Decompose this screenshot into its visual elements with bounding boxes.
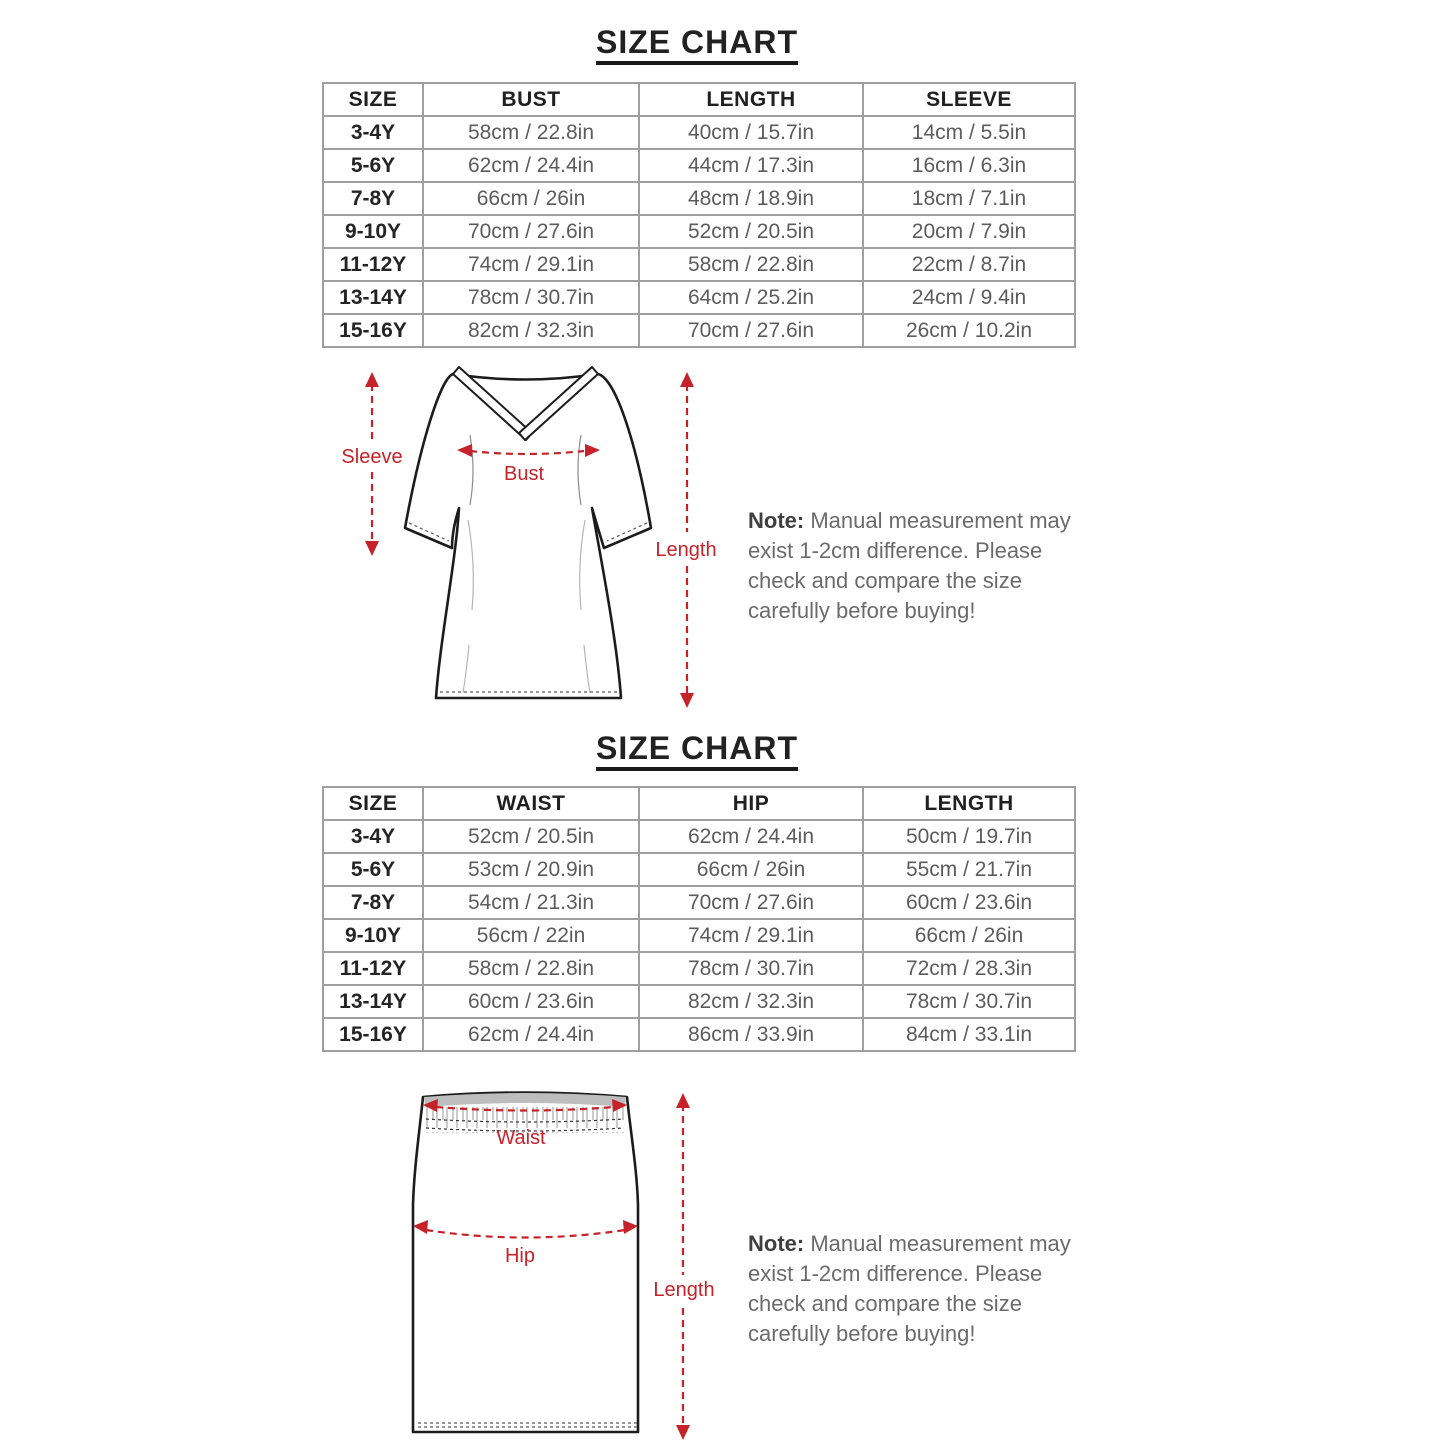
measure-cell: 48cm / 18.9in bbox=[639, 182, 863, 215]
size-table-top bbox=[322, 82, 1076, 348]
size-cell: 15-16Y bbox=[323, 314, 423, 347]
size-cell: 9-10Y bbox=[323, 919, 423, 952]
measure-cell: 72cm / 28.3in bbox=[863, 952, 1075, 985]
measure-cell: 70cm / 27.6in bbox=[639, 314, 863, 347]
measure-cell: 20cm / 7.9in bbox=[863, 215, 1075, 248]
size-cell: 11-12Y bbox=[323, 248, 423, 281]
measure-cell: 62cm / 24.4in bbox=[423, 149, 639, 182]
measure-cell: 86cm / 33.9in bbox=[639, 1018, 863, 1051]
size-cell: 5-6Y bbox=[323, 853, 423, 886]
col-header-waist: WAIST bbox=[423, 787, 639, 820]
note-label: Note: bbox=[748, 508, 805, 533]
note-line: check and compare the size bbox=[748, 1291, 1022, 1316]
measure-cell: 66cm / 26in bbox=[639, 853, 863, 886]
size-cell: 7-8Y bbox=[323, 886, 423, 919]
measure-cell: 74cm / 29.1in bbox=[423, 248, 639, 281]
measure-cell: 26cm / 10.2in bbox=[863, 314, 1075, 347]
measure-cell: 14cm / 5.5in bbox=[863, 116, 1075, 149]
note-skirt bbox=[748, 1229, 1108, 1349]
table-row bbox=[323, 215, 1075, 248]
note-line: carefully before buying! bbox=[748, 1321, 976, 1346]
measure-cell: 52cm / 20.5in bbox=[423, 820, 639, 853]
table-body bbox=[323, 116, 1075, 347]
skirt-measurement-diagram bbox=[380, 1080, 740, 1445]
col-header-bust: BUST bbox=[423, 83, 639, 116]
note-line: Note: Manual measurement may bbox=[748, 1231, 1071, 1256]
measure-cell: 70cm / 27.6in bbox=[423, 215, 639, 248]
size-cell: 11-12Y bbox=[323, 952, 423, 985]
length-measure-arrow bbox=[676, 1093, 690, 1440]
size-cell: 7-8Y bbox=[323, 182, 423, 215]
measure-cell: 82cm / 32.3in bbox=[639, 985, 863, 1018]
measure-cell: 50cm / 19.7in bbox=[863, 820, 1075, 853]
measure-cell: 58cm / 22.8in bbox=[639, 248, 863, 281]
table-row bbox=[323, 886, 1075, 919]
section1-title bbox=[452, 26, 942, 65]
table-row bbox=[323, 853, 1075, 886]
table-row bbox=[323, 182, 1075, 215]
top-measurement-diagram bbox=[320, 360, 740, 720]
measure-cell: 22cm / 8.7in bbox=[863, 248, 1075, 281]
measure-cell: 44cm / 17.3in bbox=[639, 149, 863, 182]
measure-cell: 60cm / 23.6in bbox=[423, 985, 639, 1018]
table-row bbox=[323, 985, 1075, 1018]
table-header bbox=[323, 787, 1075, 820]
measure-cell: 54cm / 21.3in bbox=[423, 886, 639, 919]
table-row bbox=[323, 314, 1075, 347]
table-row bbox=[323, 116, 1075, 149]
hip-label: Hip bbox=[504, 1245, 536, 1267]
measure-cell: 62cm / 24.4in bbox=[423, 1018, 639, 1051]
measure-cell: 84cm / 33.1in bbox=[863, 1018, 1075, 1051]
size-cell: 9-10Y bbox=[323, 215, 423, 248]
table-row bbox=[323, 149, 1075, 182]
measure-cell: 66cm / 26in bbox=[863, 919, 1075, 952]
note-line: exist 1-2cm difference. Please bbox=[748, 538, 1043, 563]
table-row bbox=[323, 1018, 1075, 1051]
measure-cell: 66cm / 26in bbox=[423, 182, 639, 215]
col-header-length: LENGTH bbox=[639, 83, 863, 116]
table-body bbox=[323, 820, 1075, 1051]
table-row bbox=[323, 820, 1075, 853]
table-row bbox=[323, 281, 1075, 314]
size-cell: 3-4Y bbox=[323, 116, 423, 149]
size-cell: 5-6Y bbox=[323, 149, 423, 182]
note-line: Note: Manual measurement may bbox=[748, 508, 1071, 533]
size-cell: 13-14Y bbox=[323, 281, 423, 314]
length-label: Length bbox=[653, 1279, 715, 1301]
measure-cell: 24cm / 9.4in bbox=[863, 281, 1075, 314]
measure-cell: 16cm / 6.3in bbox=[863, 149, 1075, 182]
measure-cell: 78cm / 30.7in bbox=[639, 952, 863, 985]
section2-title bbox=[452, 732, 942, 771]
measure-cell: 58cm / 22.8in bbox=[423, 952, 639, 985]
col-header-size: SIZE bbox=[323, 787, 423, 820]
measure-cell: 64cm / 25.2in bbox=[639, 281, 863, 314]
note-top bbox=[748, 506, 1108, 626]
measure-cell: 70cm / 27.6in bbox=[639, 886, 863, 919]
table-row bbox=[323, 248, 1075, 281]
waist-label: Waist bbox=[496, 1127, 546, 1149]
measure-cell: 74cm / 29.1in bbox=[639, 919, 863, 952]
measure-cell: 78cm / 30.7in bbox=[423, 281, 639, 314]
table-row bbox=[323, 952, 1075, 985]
col-header-length: LENGTH bbox=[863, 787, 1075, 820]
col-header-size: SIZE bbox=[323, 83, 423, 116]
page-title: SIZE CHART bbox=[596, 26, 798, 65]
size-cell: 3-4Y bbox=[323, 820, 423, 853]
measure-cell: 58cm / 22.8in bbox=[423, 116, 639, 149]
measure-cell: 18cm / 7.1in bbox=[863, 182, 1075, 215]
measure-cell: 62cm / 24.4in bbox=[639, 820, 863, 853]
measure-cell: 78cm / 30.7in bbox=[863, 985, 1075, 1018]
col-header-hip: HIP bbox=[639, 787, 863, 820]
measure-cell: 55cm / 21.7in bbox=[863, 853, 1075, 886]
col-header-sleeve: SLEEVE bbox=[863, 83, 1075, 116]
note-label: Note: bbox=[748, 1231, 805, 1256]
measure-cell: 56cm / 22in bbox=[423, 919, 639, 952]
sleeve-label: Sleeve bbox=[341, 446, 403, 468]
page-title-2: SIZE CHART bbox=[596, 732, 798, 771]
table-header bbox=[323, 83, 1075, 116]
size-table-skirt bbox=[322, 786, 1076, 1052]
shirt-outline bbox=[405, 374, 651, 698]
length-label: Length bbox=[655, 539, 717, 561]
measure-cell: 82cm / 32.3in bbox=[423, 314, 639, 347]
table-row bbox=[323, 919, 1075, 952]
size-cell: 13-14Y bbox=[323, 985, 423, 1018]
note-line: exist 1-2cm difference. Please bbox=[748, 1261, 1043, 1286]
size-cell: 15-16Y bbox=[323, 1018, 423, 1051]
note-line: check and compare the size bbox=[748, 568, 1022, 593]
bust-label: Bust bbox=[503, 463, 545, 485]
measure-cell: 40cm / 15.7in bbox=[639, 116, 863, 149]
measure-cell: 52cm / 20.5in bbox=[639, 215, 863, 248]
note-line: carefully before buying! bbox=[748, 598, 976, 623]
measure-cell: 53cm / 20.9in bbox=[423, 853, 639, 886]
measure-cell: 60cm / 23.6in bbox=[863, 886, 1075, 919]
